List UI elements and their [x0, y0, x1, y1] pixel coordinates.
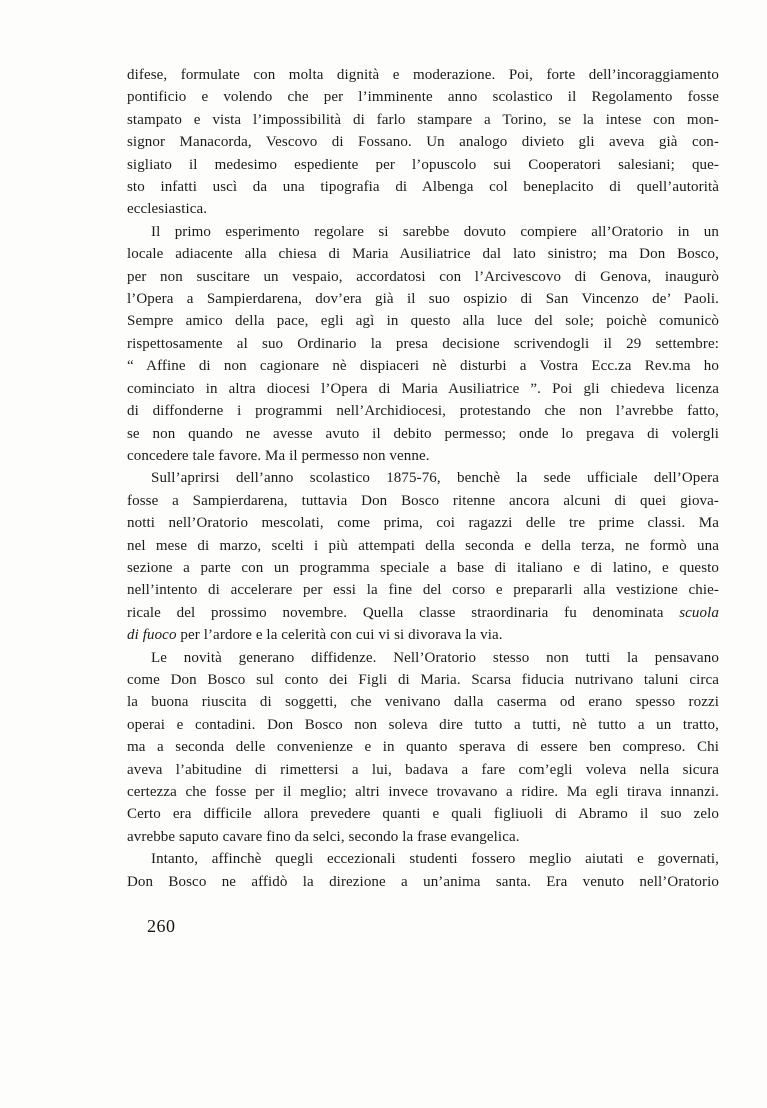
text-segment: pontificio e volendo che per l’imminente anno scolastico il Regolamento fosse — [127, 89, 719, 106]
text-line — [127, 109, 719, 131]
italic-text-segment: scuola — [679, 604, 719, 621]
text-line — [127, 310, 719, 332]
paragraph — [127, 848, 719, 893]
text-segment: notti nell’Oratorio mescolati, come prima, coi ragazzi delle tre prime classi. Ma — [127, 515, 719, 532]
text-segment: per non suscitare un vespaio, accordatosi con l’Arcivescovo di Genova, inaugurò — [127, 268, 719, 285]
text-segment: fosse a Sampierdarena, tuttavia Don Bosco ritenne ancora alcuni di quei giova- — [127, 492, 719, 509]
text-segment: certezza che fosse per il meglio; altri invece trovavano a ridire. Ma egli tirava innanzi. — [127, 784, 719, 800]
text-line — [127, 355, 719, 377]
text-line — [127, 445, 719, 467]
text-line — [127, 198, 719, 220]
text-line — [127, 624, 719, 646]
text-segment: ricale del prossimo novembre. Quella classe straordinaria fu denominata — [127, 604, 680, 621]
text-line — [127, 602, 719, 624]
text-line — [127, 557, 719, 579]
text-segment: nell’intento di accelerare per essi la fine del corso e prepararli alla vestizione chie- — [127, 582, 719, 599]
text-segment: Il primo esperimento regolare si sarebbe dovuto compiere all’Oratorio in un — [151, 223, 719, 240]
text-segment: difese, formulate con molta dignità e moderazione. Poi, forte dell’incoraggiamento — [127, 67, 719, 83]
text-line — [127, 490, 719, 512]
text-segment: di diffonderne i programmi nell’Archidiocesi, protestando che non l’avrebbe fatto, — [127, 403, 719, 420]
text-segment: per l’ardore e la celerità con cui vi si divorava la via. — [176, 627, 503, 644]
text-line — [127, 378, 719, 400]
text-block — [127, 64, 719, 893]
text-segment: aveva l’abitudine di rimettersi a lui, badava a fare com’egli voleva nella sicura — [127, 761, 719, 778]
text-line — [127, 333, 719, 355]
text-segment: se non quando ne avesse avuto il debito permesso; onde lo pregava di volergli — [127, 425, 719, 442]
text-line — [127, 759, 719, 781]
text-segment: locale adiacente alla chiesa di Maria Ausiliatrice dal lato sinistro; ma Don Bosco, — [127, 246, 719, 263]
text-line — [127, 86, 719, 108]
text-line — [127, 803, 719, 825]
text-segment: rispettosamente al suo Ordinario la presa decisione scrivendogli il 29 settembre: — [127, 335, 719, 352]
text-segment: “ Affine di non cagionare nè dispiaceri nè disturbi a Vostra Ecc.za Rev.ma ho — [127, 358, 719, 375]
text-line — [127, 512, 719, 534]
text-segment: cominciato in altra diocesi l’Opera di Maria Ausiliatrice ”. Poi gli chiedeva licenza — [127, 380, 719, 397]
text-line — [127, 736, 719, 758]
text-line — [127, 647, 719, 669]
text-segment: concedere tale favore. Ma il permesso non venne. — [127, 447, 430, 464]
paragraph — [127, 221, 719, 467]
text-segment: come Don Bosco sul conto dei Figli di Maria. Scarsa fiducia nutrivano taluni circa — [127, 671, 719, 688]
text-line — [127, 781, 719, 803]
text-segment: Certo era difficile allora prevedere quanti e quali figliuoli di Abramo il suo zelo — [127, 806, 719, 823]
text-segment: nel mese di marzo, scelti i più attempati della seconda e della terza, ne formò una — [127, 537, 719, 554]
text-line — [127, 714, 719, 736]
text-segment: l’Opera a Sampierdarena, dov’era già il suo ospizio di San Vincenzo de’ Paoli. — [127, 291, 719, 308]
italic-text-segment: di fuoco — [127, 627, 177, 644]
text-line — [127, 579, 719, 601]
text-segment: ma a seconda delle convenienze e in quanto sperava di essere ben compreso. Chi — [127, 739, 719, 756]
text-segment: signor Manacorda, Vescovo di Fossano. Un analogo divieto gli aveva già con- — [127, 134, 719, 151]
text-line — [127, 154, 719, 176]
text-segment: avrebbe saputo cavare fino da selci, secondo la frase evangelica. — [127, 828, 520, 845]
text-segment: sto infatti uscì da una tipografia di Albenga col beneplacito di quell’autorità — [127, 179, 719, 196]
text-segment: sezione a parte con un programma speciale a base di italiano e di latino, e questo — [127, 559, 719, 576]
text-segment: Don Bosco ne affidò la direzione a un’anima santa. Era venuto nell’Oratorio — [127, 873, 719, 890]
paragraph — [127, 64, 719, 221]
text-segment: sigliato il medesimo espediente per l’opuscolo sui Cooperatori salesiani; que- — [127, 156, 719, 173]
text-segment: la buona riuscita di soggetti, che venivano dalla caserma od erano spesso rozzi — [127, 694, 719, 711]
text-line — [127, 221, 719, 243]
text-line — [127, 467, 719, 489]
text-line — [127, 535, 719, 557]
text-segment: Intanto, affinchè quegli eccezionali studenti fossero meglio aiutati e governati, — [151, 851, 719, 868]
text-segment: operai e contadini. Don Bosco non soleva dire tutto a tutti, nè tutto a un tratto, — [127, 716, 719, 733]
page-number: 260 — [147, 916, 176, 936]
text-line — [127, 288, 719, 310]
text-line — [127, 848, 719, 870]
text-segment: Le novità generano diffidenze. Nell’Oratorio stesso non tutti la pensavano — [151, 649, 719, 666]
text-segment: Sull’aprirsi dell’anno scolastico 1875-76, benchè la sede ufficiale dell’Opera — [151, 470, 719, 487]
text-line — [127, 691, 719, 713]
text-line — [127, 871, 719, 893]
text-line — [127, 131, 719, 153]
text-segment: ecclesiastica. — [127, 201, 208, 218]
text-line — [127, 243, 719, 265]
text-line — [127, 826, 719, 848]
paragraph — [127, 647, 719, 849]
text-segment: Sempre amico della pace, egli agì in questo alla luce del sole; poichè comunicò — [127, 313, 719, 330]
text-line — [127, 64, 719, 86]
text-line — [127, 400, 719, 422]
text-line — [127, 669, 719, 691]
text-line — [127, 423, 719, 445]
text-line — [127, 176, 719, 198]
text-segment: stampato e vista l’impossibilità di farlo stampare a Torino, se la intese con mon- — [127, 111, 719, 128]
text-line — [127, 266, 719, 288]
paragraph — [127, 467, 719, 646]
